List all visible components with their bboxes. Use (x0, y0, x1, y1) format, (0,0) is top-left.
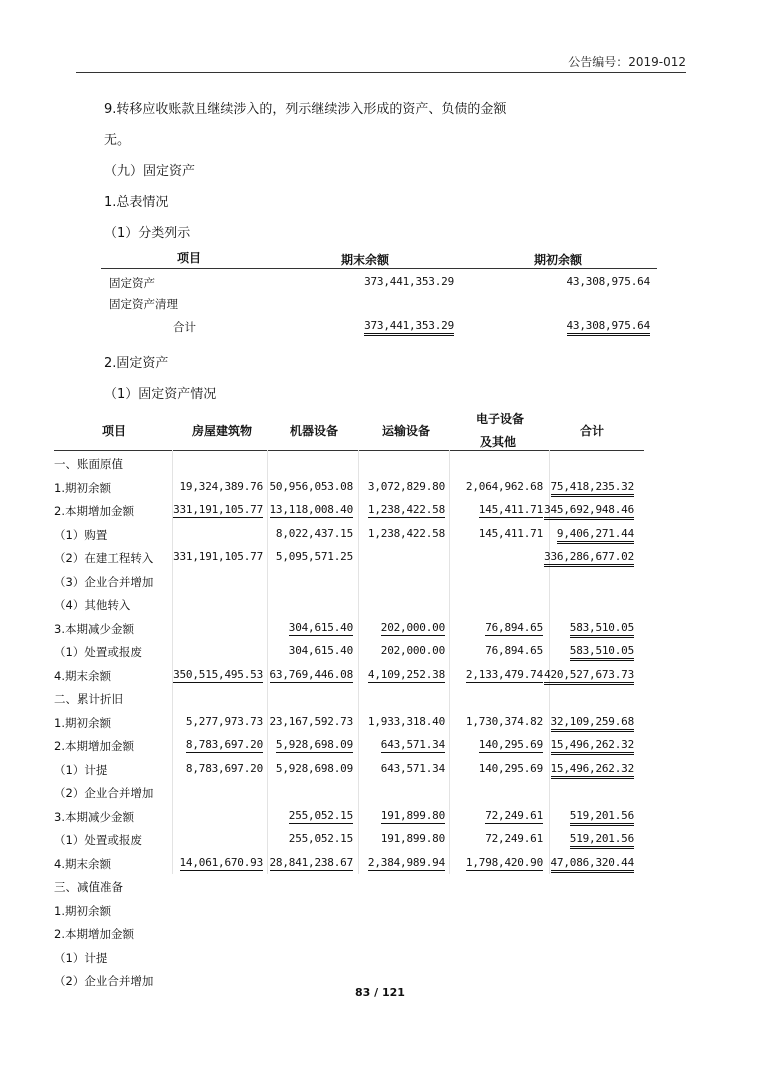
cell-value: 345,692,948.46 (544, 503, 634, 520)
none-text: 无。 (104, 133, 131, 148)
cell-value: 519,201.56 (570, 809, 634, 826)
end-balance-total: 373,441,353.29 (364, 319, 454, 336)
row-label: （4）其他转入 (54, 598, 131, 612)
row-label: 固定资产清理 (109, 297, 178, 311)
cell-value: 23,167,592.73 (269, 714, 353, 728)
table-row (54, 451, 644, 475)
announcement-code: 公告编号：2019-012 (568, 55, 686, 69)
header-begin-balance: 期初余额 (534, 253, 583, 267)
cell-value: 63,769,446.08 (269, 667, 353, 681)
cell-value: 76,894.65 (485, 620, 543, 634)
row-label: （2）企业合并增加 (54, 786, 154, 800)
table-row (54, 757, 644, 781)
cell-value: 145,411.71 (478, 526, 543, 540)
header-building: 房屋建筑物 (192, 424, 253, 438)
end-balance-value: 373,441,353.29 (364, 275, 454, 288)
cell-value: 304,615.40 (288, 620, 353, 634)
table-row (54, 780, 644, 804)
fixed-assets-heading: （九）固定资产 (104, 164, 196, 179)
header-machine: 机器设备 (290, 424, 339, 438)
cell-value: 9,406,271.44 (557, 527, 634, 544)
begin-balance-value: 43,308,975.64 (566, 275, 650, 288)
header-item: 项目 (177, 251, 202, 265)
row-label: 三、减值准备 (54, 880, 123, 894)
cell-value: 1,730,374.82 (465, 714, 543, 728)
table-row (54, 639, 644, 663)
summary-heading: 1.总表情况 (104, 195, 169, 210)
row-label: 2.本期增加金额 (54, 927, 134, 941)
page-number: 83 / 121 (355, 986, 405, 999)
cell-value: 50,956,053.08 (269, 479, 353, 493)
row-label: （1）购置 (54, 527, 108, 542)
cell-value: 76,894.65 (485, 644, 543, 657)
header-electronic-line1: 电子设备 (476, 412, 525, 426)
table-row (54, 522, 644, 546)
row-label: 4.期末余额 (54, 668, 111, 683)
table-row (54, 616, 644, 640)
row-label: 1.期初余额 (54, 715, 111, 730)
cell-value: 14,061,670.93 (179, 855, 263, 869)
cell-value: 47,086,320.44 (551, 856, 635, 873)
row-label: （1）计提 (54, 950, 108, 965)
row-label: （1）处置或报废 (54, 645, 142, 659)
cell-value: 643,571.34 (380, 761, 445, 775)
row-label: 二、累计折旧 (54, 692, 123, 706)
row-label: 2.本期增加金额 (54, 504, 134, 518)
table-row (54, 945, 644, 969)
fixed-assets-subheading: 2.固定资产 (104, 356, 169, 371)
table-row (54, 498, 644, 522)
header-end-balance: 期末余额 (341, 253, 390, 267)
cell-value: 583,510.05 (570, 621, 634, 638)
table-row (54, 921, 644, 945)
table-row (101, 292, 657, 315)
cell-value: 2,384,989.94 (367, 855, 445, 869)
cell-value: 5,928,698.09 (275, 738, 353, 751)
fixed-assets-table-header (54, 404, 644, 451)
cell-value: 5,928,698.09 (275, 761, 353, 775)
classification-heading: （1）分类列示 (104, 226, 191, 241)
table-row (101, 269, 657, 292)
cell-value: 8,783,697.20 (185, 761, 263, 775)
table-row (54, 569, 644, 593)
fixed-assets-details-heading: （1）固定资产情况 (104, 387, 217, 402)
fixed-assets-rows (54, 451, 644, 992)
total-label: 合计 (173, 320, 196, 334)
cell-value: 8,783,697.20 (185, 738, 263, 751)
classification-table (101, 248, 657, 338)
row-label: 2.本期增加金额 (54, 739, 134, 753)
cell-value: 331,191,105.77 (173, 550, 263, 563)
row-label: 一、账面原值 (54, 457, 123, 471)
cell-value: 255,052.15 (288, 808, 353, 822)
cell-value: 331,191,105.77 (173, 503, 263, 516)
row-label: 1.期初余额 (54, 903, 111, 918)
row-label: （2）企业合并增加 (54, 974, 154, 988)
row-label: 1.期初余额 (54, 480, 111, 495)
table-row (54, 592, 644, 616)
table-row (54, 475, 644, 499)
cell-value: 15,496,262.32 (551, 738, 635, 755)
cell-value: 1,798,420.90 (465, 855, 543, 869)
cell-value: 583,510.05 (570, 644, 634, 661)
cell-value: 3,072,829.80 (367, 479, 445, 493)
cell-value: 1,933,318.40 (367, 714, 445, 728)
table-row (54, 851, 644, 875)
cell-value: 15,496,262.32 (551, 762, 635, 779)
cell-value: 1,238,422.58 (367, 503, 445, 516)
table-row (54, 898, 644, 922)
cell-value: 2,133,479.74 (465, 667, 543, 681)
row-label: 3.本期减少金额 (54, 809, 134, 824)
row-label: （1）计提 (54, 762, 108, 777)
table-row (54, 874, 644, 898)
cell-value: 4,109,252.38 (367, 667, 445, 681)
cell-value: 519,201.56 (570, 832, 634, 849)
cell-value: 1,238,422.58 (367, 526, 445, 540)
cell-value: 255,052.15 (288, 832, 353, 845)
header-item: 项目 (102, 424, 127, 438)
cell-value: 304,615.40 (288, 644, 353, 657)
table-row (54, 827, 644, 851)
cell-value: 420,527,673.73 (544, 668, 634, 685)
cell-value: 336,286,677.02 (544, 550, 634, 567)
row-label: （1）处置或报废 (54, 833, 142, 847)
fixed-assets-table (54, 404, 644, 992)
header-electronic-line2: 及其他 (480, 435, 517, 449)
header-divider (76, 72, 686, 73)
table-row (54, 710, 644, 734)
row-label: 4.期末余额 (54, 856, 111, 871)
cell-value: 8,022,437.15 (275, 526, 353, 540)
cell-value: 140,295.69 (478, 738, 543, 751)
cell-value: 145,411.71 (478, 503, 543, 516)
cell-value: 140,295.69 (478, 761, 543, 775)
cell-value: 5,277,973.73 (185, 714, 263, 728)
cell-value: 5,095,571.25 (275, 550, 353, 563)
section-9-heading: 9.转移应收账款且继续涉入的，列示继续涉入形成的资产、负债的金额 (104, 102, 507, 117)
cell-value: 19,324,389.76 (179, 479, 263, 493)
table-row (54, 663, 644, 687)
table-row (101, 315, 657, 338)
header-transport: 运输设备 (382, 424, 431, 438)
cell-value: 28,841,238.67 (269, 855, 353, 869)
header-total: 合计 (580, 424, 605, 438)
table-row (54, 545, 644, 569)
cell-value: 72,249.61 (485, 808, 543, 822)
classification-table-header (101, 248, 657, 269)
row-label: 3.本期减少金额 (54, 621, 134, 636)
cell-value: 75,418,235.32 (551, 480, 635, 497)
cell-value: 32,109,259.68 (551, 715, 635, 732)
cell-value: 202,000.00 (380, 644, 445, 657)
cell-value: 350,515,495.53 (173, 667, 263, 681)
cell-value: 191,899.80 (380, 832, 445, 845)
table-row (54, 686, 644, 710)
row-label: （3）企业合并增加 (54, 574, 154, 589)
cell-value: 72,249.61 (485, 832, 543, 845)
cell-value: 202,000.00 (380, 620, 445, 634)
row-label: 固定资产 (109, 276, 155, 290)
table-row (54, 733, 644, 757)
table-row (54, 804, 644, 828)
cell-value: 2,064,962.68 (465, 479, 543, 493)
cell-value: 13,118,008.40 (269, 503, 353, 516)
cell-value: 643,571.34 (380, 738, 445, 751)
begin-balance-total: 43,308,975.64 (567, 319, 651, 336)
row-label: （2）在建工程转入 (54, 551, 154, 565)
cell-value: 191,899.80 (380, 808, 445, 822)
